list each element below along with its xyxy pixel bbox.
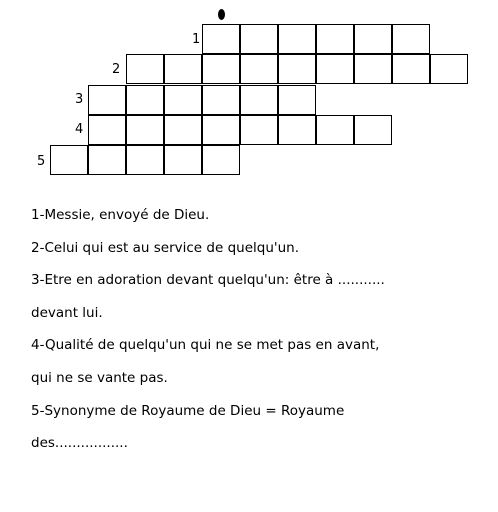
crossword-cell[interactable]	[126, 85, 164, 115]
row-number-2: 2	[112, 62, 121, 77]
clue-line: 1-Messie, envoyé de Dieu.	[31, 207, 210, 223]
crossword-cell[interactable]	[164, 54, 202, 84]
row-number-1: 1	[192, 32, 201, 47]
crossword-cell[interactable]	[126, 145, 164, 175]
clues-list	[31, 207, 491, 468]
crossword-cell[interactable]	[50, 145, 88, 175]
crossword-cell[interactable]	[240, 54, 278, 84]
crossword-cell[interactable]	[88, 145, 126, 175]
crossword-cell[interactable]	[392, 54, 430, 84]
clue-line: 4-Qualité de quelqu'un qui ne se met pas en avant,	[31, 337, 380, 354]
crossword-cell[interactable]	[354, 54, 392, 84]
crossword-cell[interactable]	[316, 115, 354, 145]
crossword-cell[interactable]	[88, 85, 126, 115]
crossword-cell[interactable]	[354, 115, 392, 145]
crossword-cell[interactable]	[88, 115, 126, 145]
crossword-cell[interactable]	[202, 145, 240, 175]
crossword-cell[interactable]	[126, 115, 164, 145]
row-number-3: 3	[75, 92, 84, 107]
crossword-cell[interactable]	[392, 24, 430, 54]
crossword-cell[interactable]	[202, 115, 240, 145]
crossword-cell[interactable]	[316, 24, 354, 54]
clue-line: devant lui.	[31, 304, 103, 321]
crossword-cell[interactable]	[430, 54, 468, 84]
start-marker-dot	[218, 9, 225, 20]
crossword-grid	[0, 0, 498, 190]
crossword-cell[interactable]	[202, 54, 240, 84]
crossword-cell[interactable]	[278, 24, 316, 54]
clue-line: des.................	[31, 435, 128, 452]
crossword-cell[interactable]	[164, 145, 202, 175]
clue-line: 5-Synonyme de Royaume de Dieu = Royaume	[31, 402, 345, 419]
crossword-cell[interactable]	[126, 54, 164, 84]
crossword-cell[interactable]	[202, 24, 240, 54]
crossword-cell[interactable]	[202, 85, 240, 115]
clue-line: qui ne se vante pas.	[31, 369, 168, 386]
crossword-cell[interactable]	[278, 115, 316, 145]
crossword-cell[interactable]	[164, 85, 202, 115]
crossword-cell[interactable]	[164, 115, 202, 145]
crossword-cell[interactable]	[240, 24, 278, 54]
crossword-cell[interactable]	[278, 54, 316, 84]
crossword-cell[interactable]	[240, 115, 278, 145]
crossword-cell[interactable]	[316, 54, 354, 84]
crossword-cell[interactable]	[240, 85, 278, 115]
clue-line: 3-Etre en adoration devant quelqu'un: être à ...........	[31, 272, 385, 289]
row-number-4: 4	[75, 122, 84, 137]
crossword-cell[interactable]	[354, 24, 392, 54]
crossword-cell[interactable]	[278, 85, 316, 115]
clue-line: 2-Celui qui est au service de quelqu'un.	[31, 239, 299, 256]
row-number-5: 5	[37, 154, 46, 169]
